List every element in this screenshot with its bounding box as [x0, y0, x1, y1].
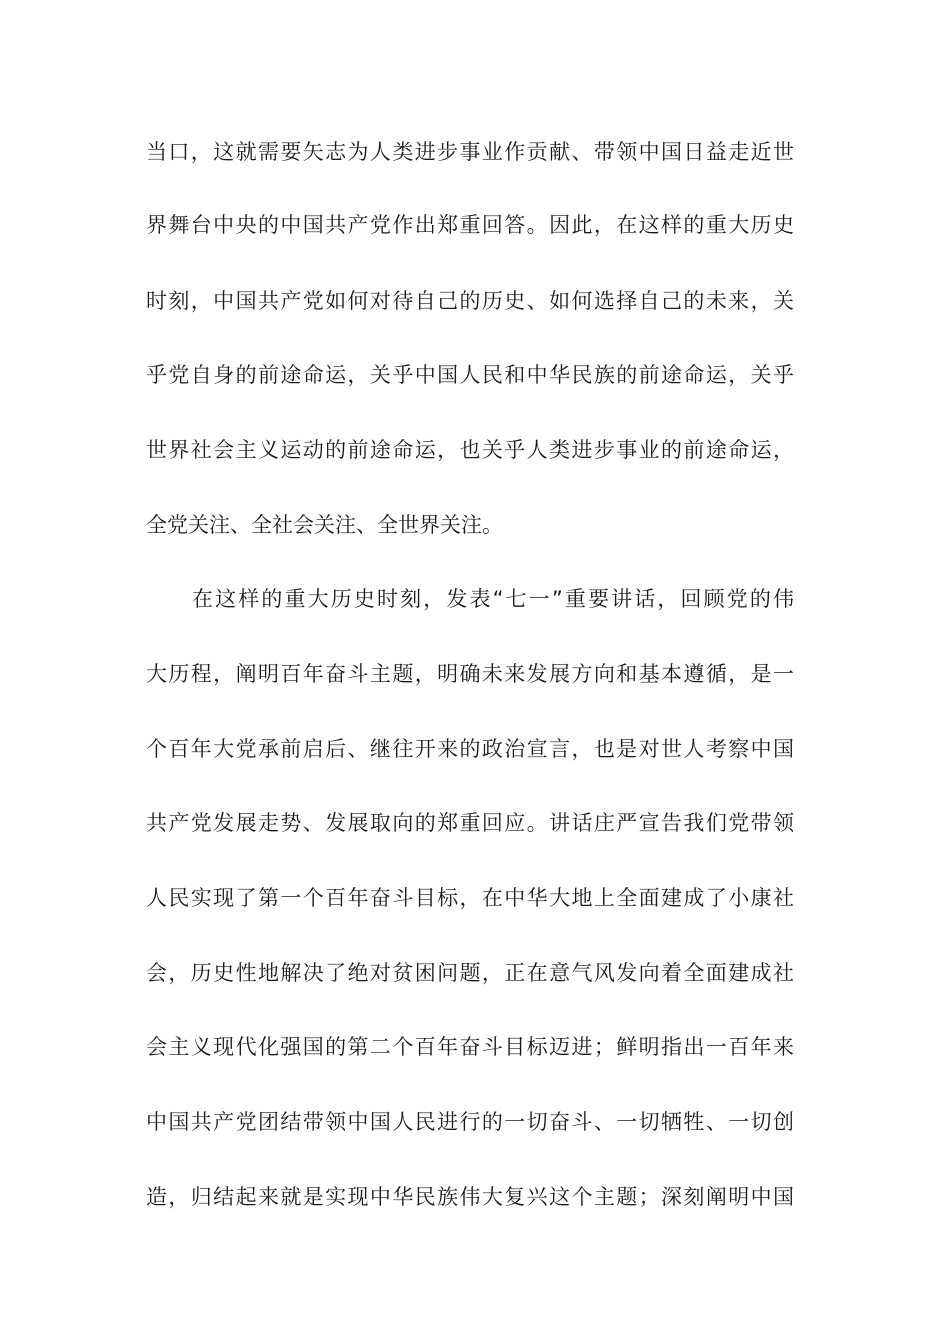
text-line: 时刻，中国共产党如何对待自己的历史、如何选择自己的未来，关 — [146, 289, 794, 313]
text-line: 造，归结起来就是实现中华民族伟大复兴这个主题；深刻阐明中国 — [146, 1185, 794, 1209]
text-line: 大历程，阐明百年奋斗主题，明确未来发展方向和基本遵循，是一 — [146, 662, 794, 686]
text-line: 人民实现了第一个百年奋斗目标，在中华大地上全面建成了小康社 — [146, 886, 794, 910]
text-line: 当口，这就需要矢志为人类进步事业作贡献、带领中国日益走近世 — [146, 140, 794, 164]
text-line: 全党关注、全社会关注、全世界关注。 — [146, 513, 503, 537]
text-line: 界舞台中央的中国共产党作出郑重回答。因此，在这样的重大历史 — [146, 213, 794, 237]
text-line: 乎党自身的前途命运，关乎中国人民和中华民族的前途命运，关乎 — [146, 363, 794, 387]
text-line: 会主义现代化强国的第二个百年奋斗目标迈进；鲜明指出一百年来 — [146, 1035, 794, 1059]
text-line: 中国共产党团结带领中国人民进行的一切奋斗、一切牺牲、一切创 — [146, 1110, 794, 1134]
text-line: 世界社会主义运动的前途命运，也关乎人类进步事业的前途命运， — [146, 438, 794, 462]
text-line: 个百年大党承前启后、继往开来的政治宣言，也是对世人考察中国 — [146, 737, 794, 761]
text-line: 会，历史性地解决了绝对贫困问题，正在意气风发向着全面建成社 — [146, 961, 794, 985]
text-line: 共产党发展走势、发展取向的郑重回应。讲话庄严宣告我们党带领 — [146, 811, 794, 835]
paragraph-first-line: 在这样的重大历史时刻，发表“七一”重要讲话，回顾党的伟 — [192, 587, 794, 611]
